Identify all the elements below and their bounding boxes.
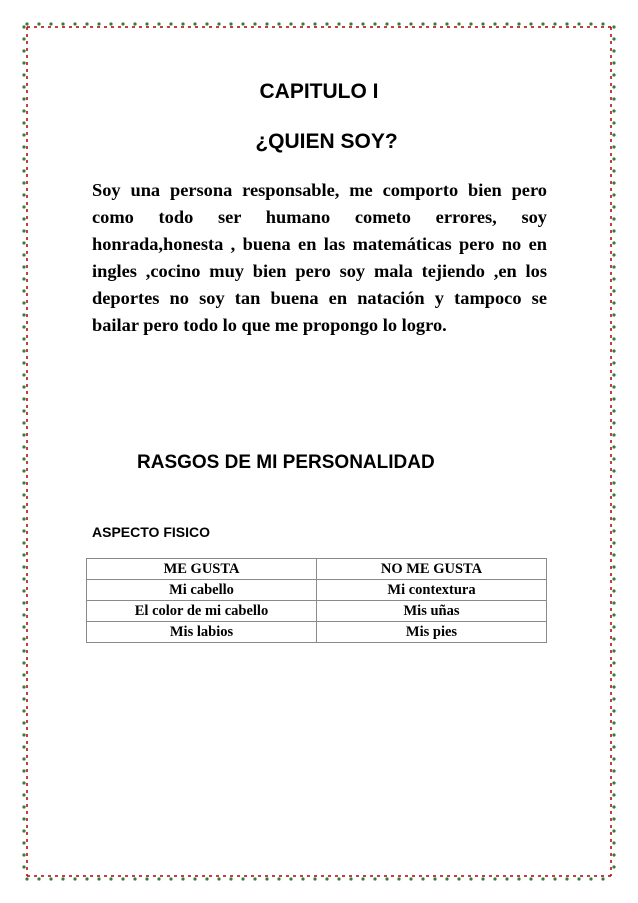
column-header: ME GUSTA xyxy=(87,559,317,580)
intro-paragraph: Soy una persona responsable, me comporto bien pero como todo ser humano cometo errores, soy honrada,honesta , buena en las matemáticas pero no en ingles ,cocino muy bien pero soy mala tejiendo ,en los deportes no soy tan buena en natación y tampoco se bailar pero todo lo que me propongo lo logro. xyxy=(92,180,547,335)
table-header-row xyxy=(87,559,547,580)
table-cell: Mis labios xyxy=(87,622,317,643)
chapter-title: CAPITULO I xyxy=(259,80,379,103)
table-cell: Mis uñas xyxy=(317,601,547,622)
table-cell: Mis pies xyxy=(317,622,547,643)
table-row xyxy=(87,580,547,601)
page-subtitle: ¿QUIEN SOY? xyxy=(255,130,398,153)
table-cell: El color de mi cabello xyxy=(87,601,317,622)
table-row xyxy=(87,622,547,643)
subsection-title: ASPECTO FISICO xyxy=(92,524,210,540)
section-title: RASGOS DE MI PERSONALIDAD xyxy=(137,452,435,473)
likes-table xyxy=(86,558,547,643)
table-row xyxy=(87,601,547,622)
column-header: NO ME GUSTA xyxy=(317,559,547,580)
table-cell: Mi contextura xyxy=(317,580,547,601)
table-cell: Mi cabello xyxy=(87,580,317,601)
